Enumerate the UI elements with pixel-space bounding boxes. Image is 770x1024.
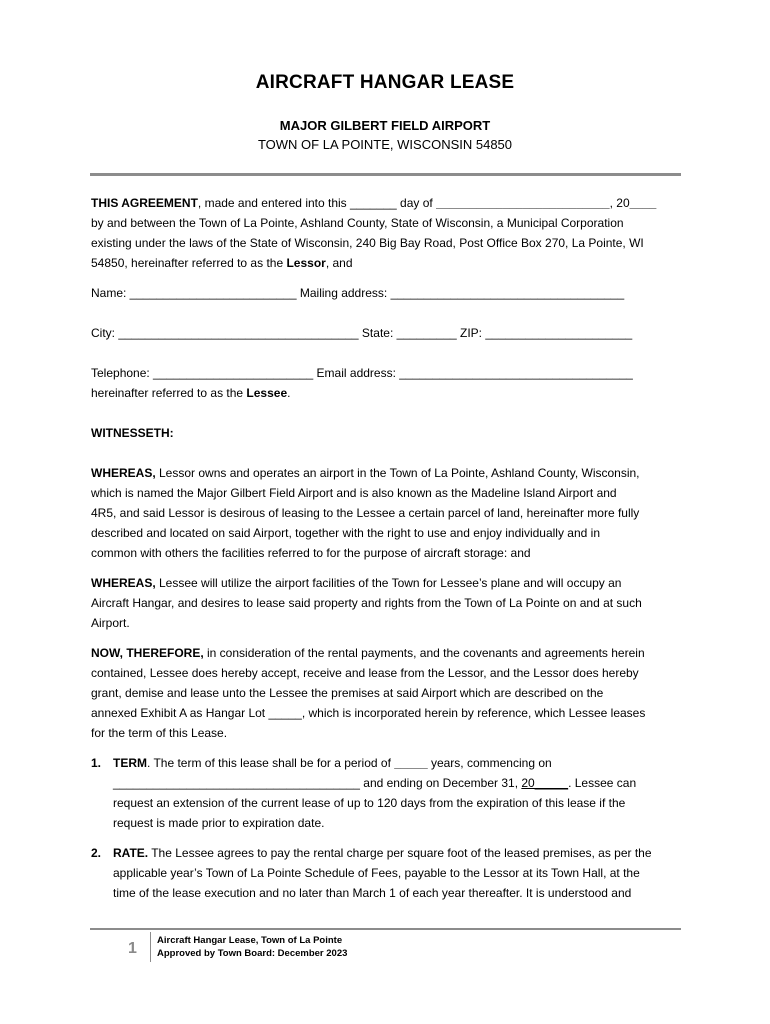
contact-field-lines[interactable]: Telephone: ________________________ Email address: ___________________________________ hereinafter referred to as the Lessee. <box>91 363 691 403</box>
intro-paragraph: THIS AGREEMENT, made and entered into this _______ day of __________________________, 20____ by and between the Town of La Pointe, Ashland County, State of Wisconsin, a Municipal Corporation existing under the laws of the State of Wisconsin, 240 Big Bay Road, Post Office Box 270, La Pointe, WI 54850, hereinafter referred to as the Lessor, and <box>91 196 657 270</box>
term-years-blank: _____ <box>394 756 428 770</box>
city-field-line[interactable]: City: ____________________________________ State: _________ ZIP: ______________________ <box>91 326 633 340</box>
airport-name: MAJOR GILBERT FIELD AIRPORT <box>279 118 491 133</box>
header-divider <box>90 173 681 176</box>
footer-separator <box>150 932 151 962</box>
ending-year: 20_____ <box>521 776 569 790</box>
day-blank: __________________________ <box>436 196 610 210</box>
page-number: 1 <box>128 940 137 957</box>
telephone-email-line: Telephone: ________________________ Email address: ___________________________________ <box>91 366 633 380</box>
term-heading: TERM <box>113 756 147 770</box>
commencing-date-blank: _____________________________________ and ending on December 31, <box>113 776 522 790</box>
lessee-term: Lessee <box>246 386 288 400</box>
lessor-term: Lessor <box>286 256 326 270</box>
document-title: AIRCRAFT HANGAR LEASE <box>255 72 515 93</box>
footer-line-2: Approved by Town Board: December 2023 <box>157 948 348 959</box>
name-field-line[interactable]: Name: _________________________ Mailing address: ___________________________________ <box>91 286 625 300</box>
rate-clause: 2. RATE. The Lessee agrees to pay the rental charge per square foot of the leased premises, as per the applicable year’s Town of La Pointe Schedule of Fees, payable to the Lessor at its Town Hall, at the time of the lease execution and no later than March 1 of each year thereafter. It is understood and <box>91 843 691 903</box>
term-clause: 1. TERM. The term of this lease shall be for a period of _____ years, commencing on _____________________________________ and ending on December 31, 20_____. Lessee can request an extension of the current lease of up to 120 days from the expiration of this lease if the request is made prior to expiration date. <box>91 753 691 833</box>
rate-number: 2. <box>91 846 102 860</box>
intro-lead: THIS AGREEMENT <box>91 196 198 210</box>
rate-heading: RATE. <box>113 846 149 860</box>
intro-text: , made and entered into this _______ day of <box>197 196 437 210</box>
airport-location: TOWN OF LA POINTE, WISCONSIN 54850 <box>257 137 513 152</box>
footer-text <box>157 934 347 960</box>
footer-line-1: Aircraft Hangar Lease, Town of La Pointe <box>157 935 343 946</box>
whereas-paragraph-1: WHEREAS, Lessor owns and operates an airport in the Town of La Pointe, Ashland County, Wisconsin, which is named the Major Gilbert Field Airport and is also known as the Madeline Island Airport and 4R5, and said Lessor is desirous of leasing to the Lessee a certain parcel of land, hereinafter more fully described and located on said Airport, together with the right to use and enjoy individually and in common with others the facilities referred to for the purpose of aircraft storage: and <box>91 466 640 560</box>
footer-divider <box>90 928 681 930</box>
term-number: 1. <box>91 756 102 770</box>
whereas-paragraph-2: WHEREAS, Lessee will utilize the airport facilities of the Town for Lessee’s plane and will occupy an Aircraft Hangar, and desires to lease said property and rights from the Town of La Pointe on and at such Airport. <box>91 576 642 630</box>
year-blank: ____ <box>629 196 657 210</box>
document-body <box>91 193 691 913</box>
witnesseth-heading: WITNESSETH: <box>91 426 174 440</box>
now-therefore-paragraph: NOW, THEREFORE, in consideration of the rental payments, and the covenants and agreements herein contained, Lessee does hereby accept, receive and lease from the Lessor, and the Lessor does hereby grant, demise and lease unto the Lessee the premises at said Airport which are described on the annexed Exhibit A as Hangar Lot _____, which is incorporated herein by reference, which Lessee leases for the term of this Lease. <box>91 646 646 740</box>
